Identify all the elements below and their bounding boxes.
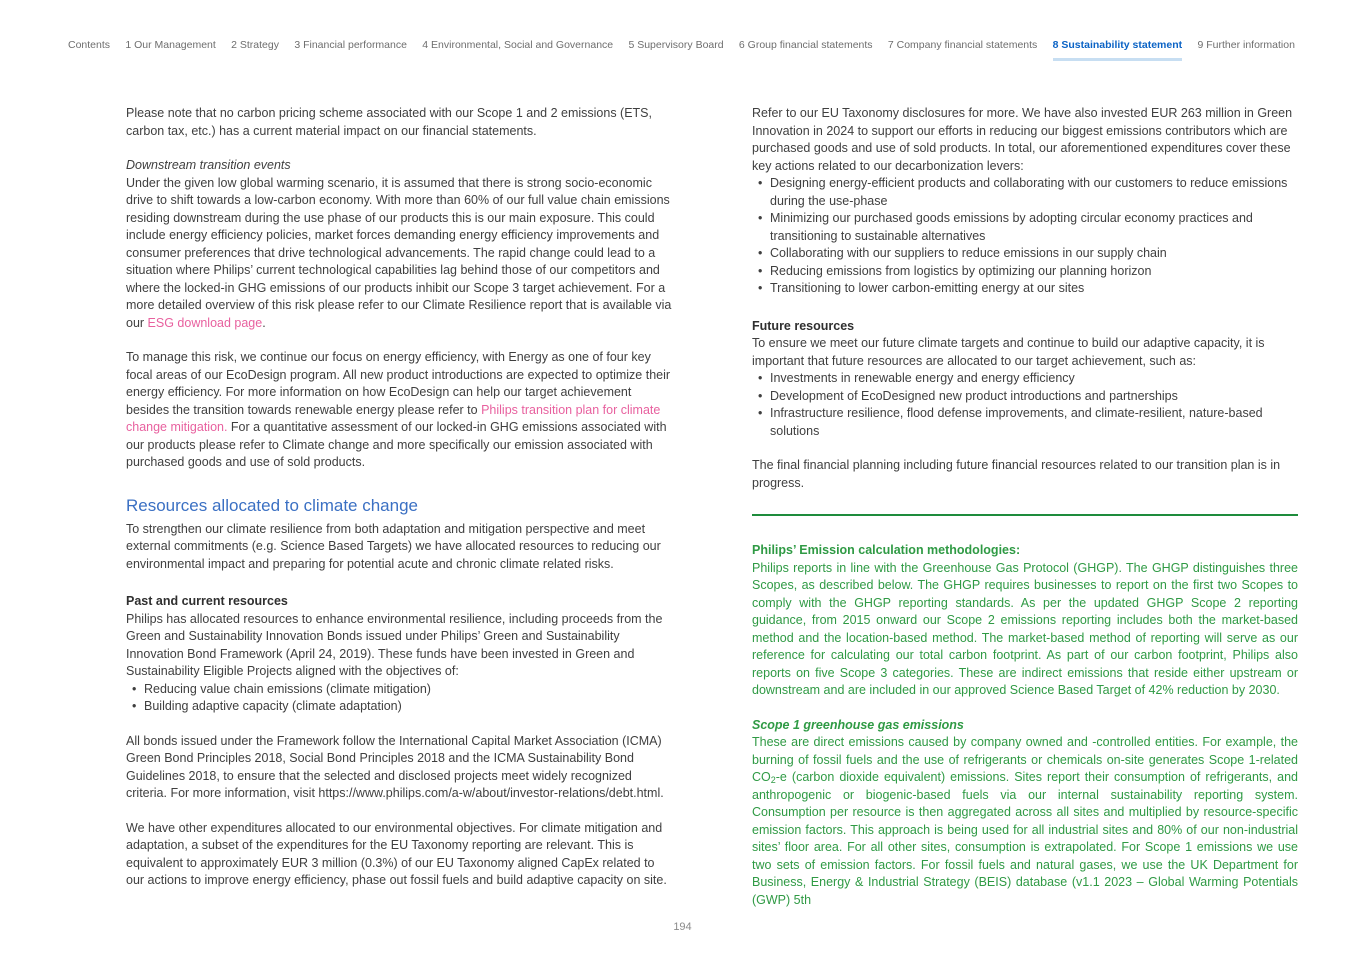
emission-methodologies-heading: Philips’ Emission calculation methodologies: (752, 543, 1021, 557)
co2-subscript: 2 (770, 775, 776, 785)
list-item: • Minimizing our purchased goods emissions by adopting circular economy practices and transitioning to sustainable alternatives (752, 210, 1298, 245)
list-item: • Investments in renewable energy and energy efficiency (752, 370, 1298, 388)
list-item: • Collaborating with our suppliers to reduce emissions in our supply chain (752, 245, 1298, 263)
top-navigation (68, 38, 1295, 61)
resources-allocated-heading: Resources allocated to climate change (126, 495, 418, 515)
left-column (126, 105, 674, 907)
page-number: 194 (673, 921, 692, 933)
nav-item-supervisory-board[interactable]: 5 Supervisory Board (628, 39, 724, 51)
bonds-framework-paragraph: All bonds issued under the Framework follow the International Capital Market Association (ICMA) Green Bond Principles 2018, Social Bond Principles 2018 and the ICMA Sustainability Bond Guidelines 2018, to ensure that the selected and disclosed projects meet widely recognized criteria. For more information, visit https://www.philips.com/a-w/about/investor-relations/debt.html. (126, 733, 664, 800)
list-item: • Infrastructure resilience, flood defense improvements, and climate-resilient, nature-based solutions (752, 405, 1298, 440)
nav-item-esg[interactable]: 4 Environmental, Social and Governance (422, 39, 614, 51)
future-resources-paragraph: To ensure we meet our future climate targets and continue to build our adaptive capacity, it is important that future resources are allocated to our target achievement, such as: (752, 336, 1265, 368)
nav-item-financial-performance[interactable]: 3 Financial performance (294, 39, 407, 51)
text-segment: -e (carbon dioxide equivalent) emissions. Sites report their consumption of refrigerants, and anthropogenic or biogenic-based fuels via our internal sustainability reporting system. Consumption per resource is then aggregated across all sites and multiplied by resource-specific emission factors. This approach is being used for all industrial sites and 80% of our non-industrial sites’ floor area. For all other sites, consumption is extrapolated. For Scope 1 emissions we use two sets of emission factors. For fossil fuels and natural gases, we use the UK Department for Business, Energy & Industrial Strategy (BEIS) database (v1.1 2023 – Global Warming Potentials (GWP) 5th (752, 770, 1298, 907)
future-resources-list (752, 370, 1298, 440)
text-segment: For a quantitative assessment of our locked-in GHG emissions associated with our products please refer to Climate change and more specifically our emission associated with purchased goods and use of sold products. (126, 420, 667, 469)
eligible-projects-list (126, 681, 674, 716)
past-resources-paragraph: Philips has allocated resources to enhance environmental resilience, including proceeds from the Green and Sustainability Innovation Bonds issued under Philips’ Green and Sustainability Innovation Bond Framework (April 24, 2019). These funds have been invested in Green and Sustainability Eligible Projects aligned with the objectives of: (126, 611, 663, 678)
future-resources-heading: Future resources (752, 318, 855, 333)
section-divider-rule (752, 514, 1298, 516)
carbon-pricing-paragraph: Please note that no carbon pricing scheme associated with our Scope 1 and 2 emissions (ETS, carbon tax, etc.) has a current material impact on our financial statements. (126, 106, 652, 138)
downstream-transition-events-heading: Downstream transition events (126, 158, 291, 172)
scope1-heading: Scope 1 greenhouse gas emissions (752, 717, 964, 732)
resources-intro-paragraph: To strengthen our climate resilience from both adaptation and mitigation perspective and meet external commitments (e.g. Science Based Targets) we have allocated resources to reducing our environmental impact and preparing for potential acute and chronic climate related risks. (126, 521, 661, 571)
right-column (752, 105, 1298, 909)
text-segment: To manage this risk, we continue our focus on energy efficiency, with Energy as one of four key focal areas of our EcoDesign program. All new product introductions are expected to optimize their energy efficiency. For more information on how EcoDesign can help our target achievement besides the transition towards renewable energy please refer to (126, 350, 671, 417)
list-item: • Reducing value chain emissions (climate mitigation) (126, 681, 674, 699)
list-item: • Reducing emissions from logistics by optimizing our planning horizon (752, 263, 1298, 281)
list-item: • Development of EcoDesigned new product introductions and partnerships (752, 388, 1298, 406)
list-item: • Designing energy-efficient products and collaborating with our customers to reduce emissions during the use-phase (752, 175, 1298, 210)
text-segment: . (262, 315, 266, 330)
nav-item-sustainability-statement[interactable]: 8 Sustainability statement (1053, 38, 1183, 61)
past-current-resources-heading: Past and current resources (126, 594, 288, 608)
nav-item-contents[interactable]: Contents (68, 39, 111, 51)
downstream-transition-paragraph (126, 175, 674, 333)
ghgp-paragraph: Philips reports in line with the Greenhouse Gas Protocol (GHGP). The GHGP distinguishes three Scopes, as described below. The GHGP requires businesses to report on the first two Scopes to comply with the GHGP reporting standards. As per the updated GHGP Scope 2 reporting guidance, from 2015 onward our Scope 2 emissions reporting includes both the market-based method and the location-based method. The market-based method of reporting will serve as our reference for calculating our total carbon footprint. As part of our carbon footprint, Philips also reports on five Scope 3 categories. These are indirect emissions that reside either upstream or downstream and are included in our approved Science Based Target of 42% reduction by 2030. (752, 560, 1298, 697)
text-segment: Under the given low global warming scenario, it is assumed that there is strong socio-economic drive to shift towards a low-carbon economy. With more than 60% of our full value chain emissions residing downstream during the use phase of our products this is our main exposure. This could include energy efficiency policies, market forces demanding energy efficiency improvements and consumer preferences that drive technological advancements. The rapid change could lead to a situation where Philips’ current technological capabilities lag behind those of our competitors and where the locked-in GHG emissions of our products inhibit our Scope 3 target achievement. For a more detailed overview of this risk please refer to our Climate Resilience report that is available via our (126, 175, 672, 330)
decarbonization-levers-list (752, 175, 1298, 298)
emission-methodology-section (752, 542, 1298, 909)
manage-risk-paragraph (126, 349, 674, 472)
nav-item-group-financial-statements[interactable]: 6 Group financial statements (738, 39, 873, 51)
other-expenditures-paragraph: We have other expenditures allocated to our environmental objectives. For climate mitigation and adaptation, a subset of the expenditures for the EU Taxonomy reporting are relevant. This is equivalent to approximately EUR 3 million (0.3%) of our EU Taxonomy aligned CapEx related to our actions to improve energy efficiency, phase out fossil fuels and build adaptive capacity on site. (126, 820, 667, 887)
scope1-paragraph (752, 734, 1298, 909)
nav-item-our-management[interactable]: 1 Our Management (125, 39, 216, 51)
text-segment: These are direct emissions caused by company owned and -controlled entities. For example, the burning of fossil fuels and the use of refrigerants or chemicals on-site generates Scope 1-related CO (752, 735, 1298, 784)
final-planning-paragraph: The final financial planning including future financial resources related to our transition plan is in progress. (752, 458, 1281, 490)
transition-plan-link[interactable]: Philips transition plan for climate change mitigation. (126, 402, 661, 434)
list-item: • Transitioning to lower carbon-emitting energy at our sites (752, 280, 1298, 298)
eu-taxonomy-paragraph: Refer to our EU Taxonomy disclosures for more. We have also invested EUR 263 million in Green Innovation in 2024 to support our efforts in reducing our biggest emissions contributors which are purchased goods and use of sold products. In total, our aforementioned expenditures cover these key actions related to our decarbonization levers: (752, 106, 1293, 173)
nav-item-further-information[interactable]: 9 Further information (1197, 39, 1295, 51)
nav-item-company-financial-statements[interactable]: 7 Company financial statements (887, 39, 1038, 51)
esg-download-page-link[interactable]: ESG download page (147, 315, 263, 330)
nav-item-strategy[interactable]: 2 Strategy (231, 39, 279, 51)
list-item: • Building adaptive capacity (climate adaptation) (126, 698, 674, 716)
